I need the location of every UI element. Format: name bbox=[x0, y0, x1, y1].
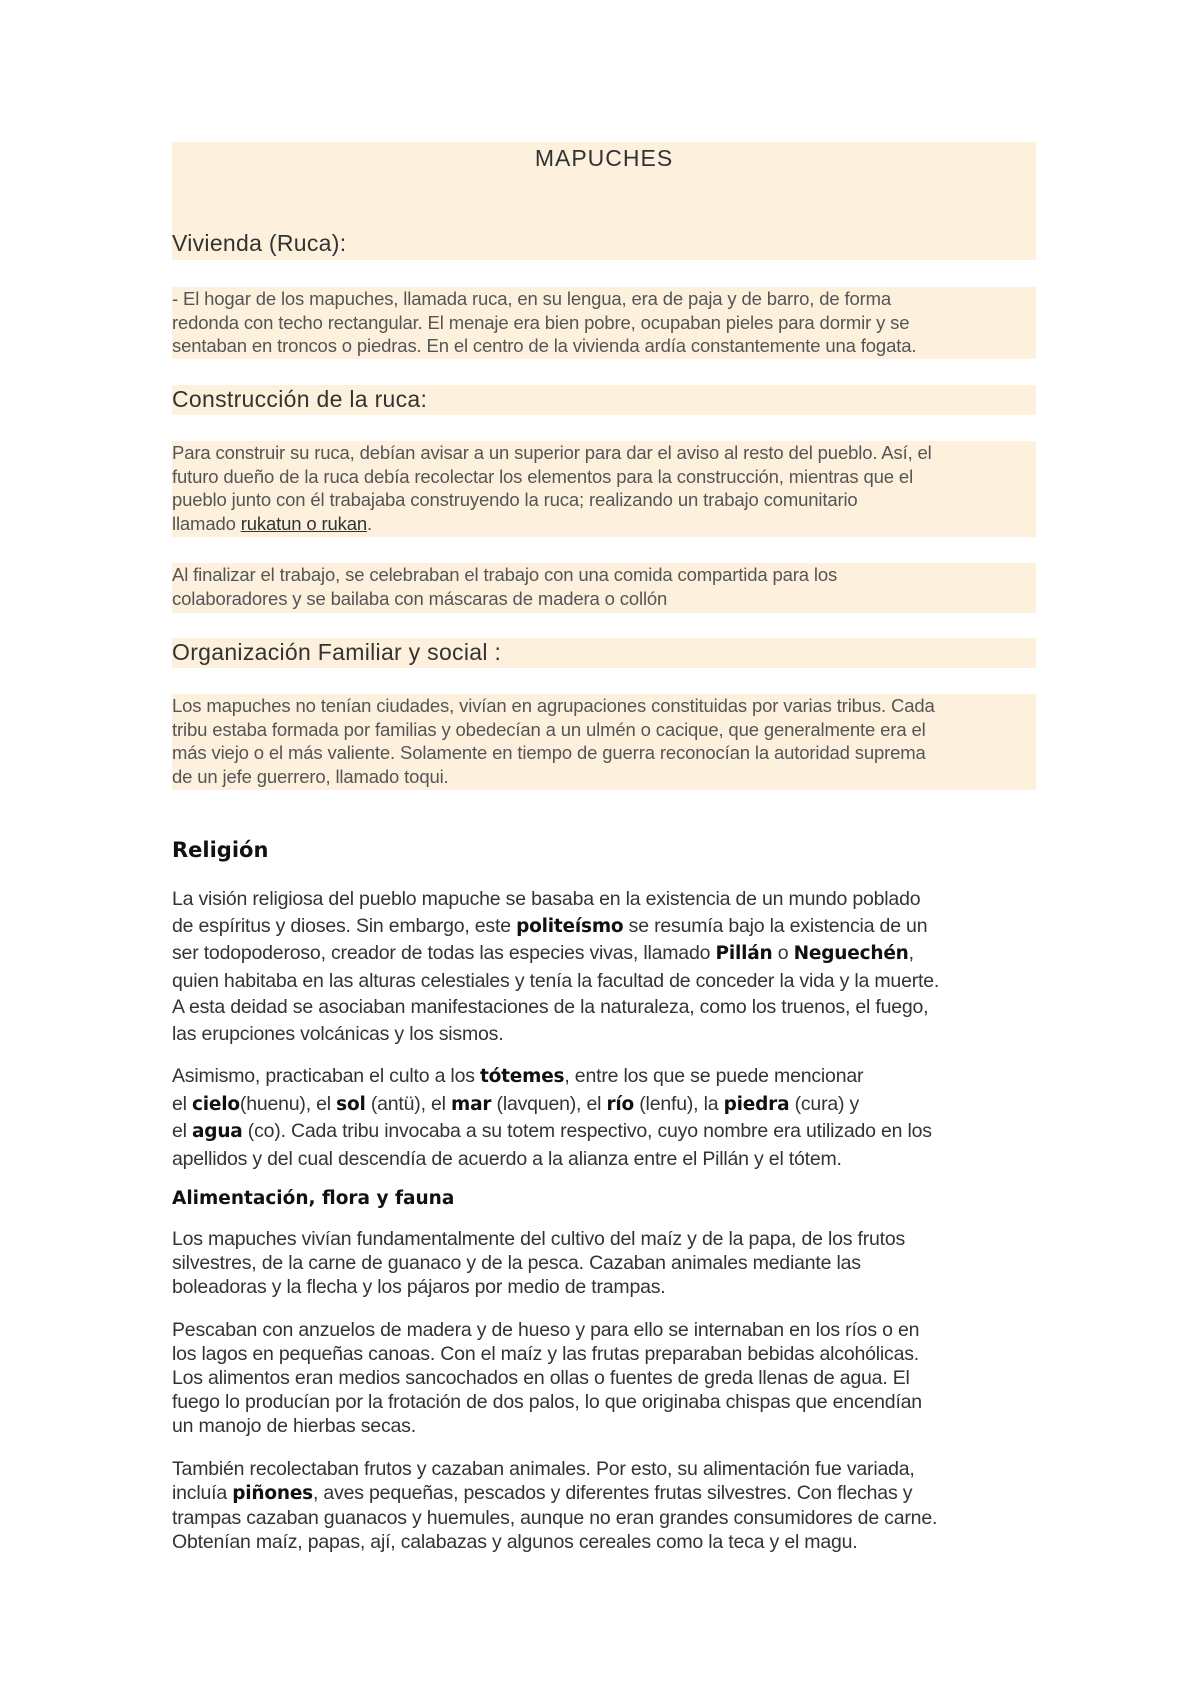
text-line bbox=[172, 512, 1036, 536]
text-fragment: (co). Cada tribu invocaba a su totem respectivo, cuyo nombre era utilizado en los bbox=[242, 1120, 932, 1142]
paragraph-alimentacion-2 bbox=[172, 1318, 1042, 1438]
text-line: Pescaban con anzuelos de madera y de hueso y para ello se internaban en los ríos o en bbox=[172, 1319, 920, 1341]
text-fragment: (antü), el bbox=[365, 1092, 452, 1115]
bold-term: Pillán bbox=[715, 943, 773, 964]
text-line: más viejo o el más valiente. Solamente en tiempo de guerra reconocían la autoridad suprema bbox=[172, 742, 926, 763]
text-line: La visión religiosa del pueblo mapuche se basaba en la existencia de un mundo poblado bbox=[172, 888, 921, 910]
paragraph-alimentacion-3 bbox=[172, 1457, 1042, 1554]
bold-term: cielo bbox=[192, 1093, 240, 1115]
text-line: redonda con techo rectangular. El menaje era bien pobre, ocupaban pieles para dormir y se bbox=[172, 311, 910, 333]
text-fragment: (lavquen), el bbox=[491, 1092, 607, 1115]
text-line: colaboradores y se bailaba con máscaras de madera o collón bbox=[172, 587, 668, 609]
text-line: tribu estaba formada por familias y obedecían a un ulmén o cacique, que generalmente era el bbox=[172, 718, 926, 740]
text-line: Para construir su ruca, debían avisar a un superior para dar el aviso al resto del pueblo. Así, el bbox=[172, 442, 932, 463]
section-heading-vivienda: Vivienda (Ruca): bbox=[172, 230, 347, 256]
text-fragment: ser todopoderoso, creador de todas las especies vivas, llamado bbox=[172, 942, 716, 964]
paragraph-construccion bbox=[172, 441, 1036, 537]
paragraph-celebracion bbox=[172, 563, 1036, 613]
section-heading-alimentacion: Alimentación, flora y fauna bbox=[172, 1188, 455, 1209]
text-fragment: (huenu), el bbox=[239, 1092, 337, 1115]
text-line: Obtenían maíz, papas, ají, calabazas y algunos cereales como la teca y el magu. bbox=[172, 1531, 858, 1553]
text-line: de un jefe guerrero, llamado toqui. bbox=[172, 765, 449, 787]
text-fragment: (lenfu), la bbox=[634, 1092, 724, 1115]
text-line: También recolectaban frutos y cazaban animales. Por esto, su alimentación fue variada, bbox=[172, 1458, 915, 1480]
text-line: quien habitaba en las alturas celestiales y tenía la facultad de conceder la vida y la muerte. bbox=[172, 969, 940, 992]
text-fragment: incluía bbox=[172, 1482, 233, 1504]
paragraph-alimentacion-1 bbox=[172, 1227, 1042, 1299]
text-line: apellidos y del cual descendía de acuerdo a la alianza entre el Pillán y el tótem. bbox=[172, 1147, 842, 1170]
text-line: - El hogar de los mapuches, llamada ruca, en su lengua, era de paja y de barro, de forma bbox=[172, 288, 892, 309]
bold-term: tótemes bbox=[479, 1066, 565, 1087]
text-line bbox=[172, 940, 1042, 968]
bold-term: agua bbox=[192, 1121, 243, 1142]
text-line: silvestres, de la carne de guanaco y de la pesca. Cazaban animales mediante las bbox=[172, 1252, 861, 1274]
text-line: Los mapuches no tenían ciudades, vivían en agrupaciones constituidas por varias tribus. Cada bbox=[172, 695, 935, 716]
text-fragment: , entre los que se puede mencionar bbox=[564, 1065, 864, 1087]
text-fragment: , aves pequeñas, pescados y diferentes frutas silvestres. Con flechas y bbox=[312, 1482, 913, 1504]
text-line: pueblo junto con él trabajaba construyendo la ruca; realizando un trabajo comunitario bbox=[172, 489, 858, 510]
bold-term: mar bbox=[451, 1093, 492, 1115]
text-line bbox=[172, 1118, 1042, 1146]
paragraph-vivienda bbox=[172, 287, 1036, 359]
text-fragment: de espíritus y dioses. Sin embargo, este bbox=[172, 914, 517, 937]
bold-term: piñones bbox=[232, 1483, 313, 1504]
rukatun-link[interactable]: rukatun o rukan bbox=[240, 512, 368, 534]
text-fragment: llamado bbox=[172, 512, 241, 534]
text-fragment: . bbox=[367, 512, 373, 534]
paragraph-organizacion bbox=[172, 694, 1036, 790]
section-heading-religion: Religión bbox=[172, 838, 269, 862]
text-line bbox=[172, 1063, 1042, 1091]
text-fragment: el bbox=[172, 1092, 192, 1115]
text-line: los lagos en pequeñas canoas. Con el maíz y las frutas preparaban bebidas alcohólicas. bbox=[172, 1343, 920, 1365]
text-line: un manojo de hierbas secas. bbox=[172, 1415, 416, 1437]
text-line: fuego lo producían por la frotación de dos palos, lo que originaba chispas que encendían bbox=[172, 1391, 922, 1413]
text-line: Los alimentos eran medios sancochados en ollas o fuentes de greda llenas de agua. El bbox=[172, 1367, 910, 1389]
text-line: trampas cazaban guanacos y huemules, aunque no eran grandes consumidores de carne. bbox=[172, 1507, 938, 1529]
text-line bbox=[172, 1091, 1042, 1119]
text-line: Los mapuches vivían fundamentalmente del cultivo del maíz y de la papa, de los frutos bbox=[172, 1228, 906, 1250]
title-block bbox=[172, 142, 1036, 260]
text-line: futuro dueño de la ruca debía recolectar los elementos para la construcción, mientras que el bbox=[172, 465, 914, 487]
heading-block-organizacion bbox=[172, 638, 1036, 668]
text-line: boleadoras y la flecha y los pájaros por medio de trampas. bbox=[172, 1276, 666, 1298]
text-line: A esta deidad se asociaban manifestaciones de la naturaleza, como los truenos, el fuego, bbox=[172, 996, 929, 1018]
bold-term: río bbox=[606, 1093, 635, 1115]
bold-term: Neguechén bbox=[793, 943, 909, 964]
text-fragment: o bbox=[772, 942, 794, 964]
text-fragment: el bbox=[172, 1120, 192, 1142]
text-line: sentaban en troncos o piedras. En el centro de la vivienda ardía constantemente una fogata. bbox=[172, 335, 917, 356]
text-fragment: (cura) y bbox=[789, 1092, 860, 1115]
text-line: Al finalizar el trabajo, se celebraban el trabajo con una comida compartida para los bbox=[172, 564, 838, 585]
bold-term: sol bbox=[336, 1093, 366, 1115]
text-fragment: se resumía bajo la existencia de un bbox=[623, 914, 928, 937]
text-fragment: , bbox=[908, 942, 914, 964]
text-fragment: Asimismo, practicaban el culto a los bbox=[172, 1065, 480, 1087]
text-line bbox=[172, 1481, 1042, 1506]
bold-term: piedra bbox=[723, 1093, 790, 1115]
text-line: las erupciones volcánicas y los sismos. bbox=[172, 1022, 504, 1045]
section-heading-organizacion: Organización Familiar y social : bbox=[172, 639, 502, 665]
paragraph-religion-2 bbox=[172, 1063, 1042, 1172]
bold-term: politeísmo bbox=[516, 915, 624, 937]
paragraph-religion-1 bbox=[172, 886, 1042, 1047]
heading-block-construccion bbox=[172, 385, 1036, 415]
section-heading-construccion: Construcción de la ruca: bbox=[172, 386, 428, 412]
page-title: MAPUCHES bbox=[534, 145, 674, 171]
text-line bbox=[172, 913, 1042, 941]
